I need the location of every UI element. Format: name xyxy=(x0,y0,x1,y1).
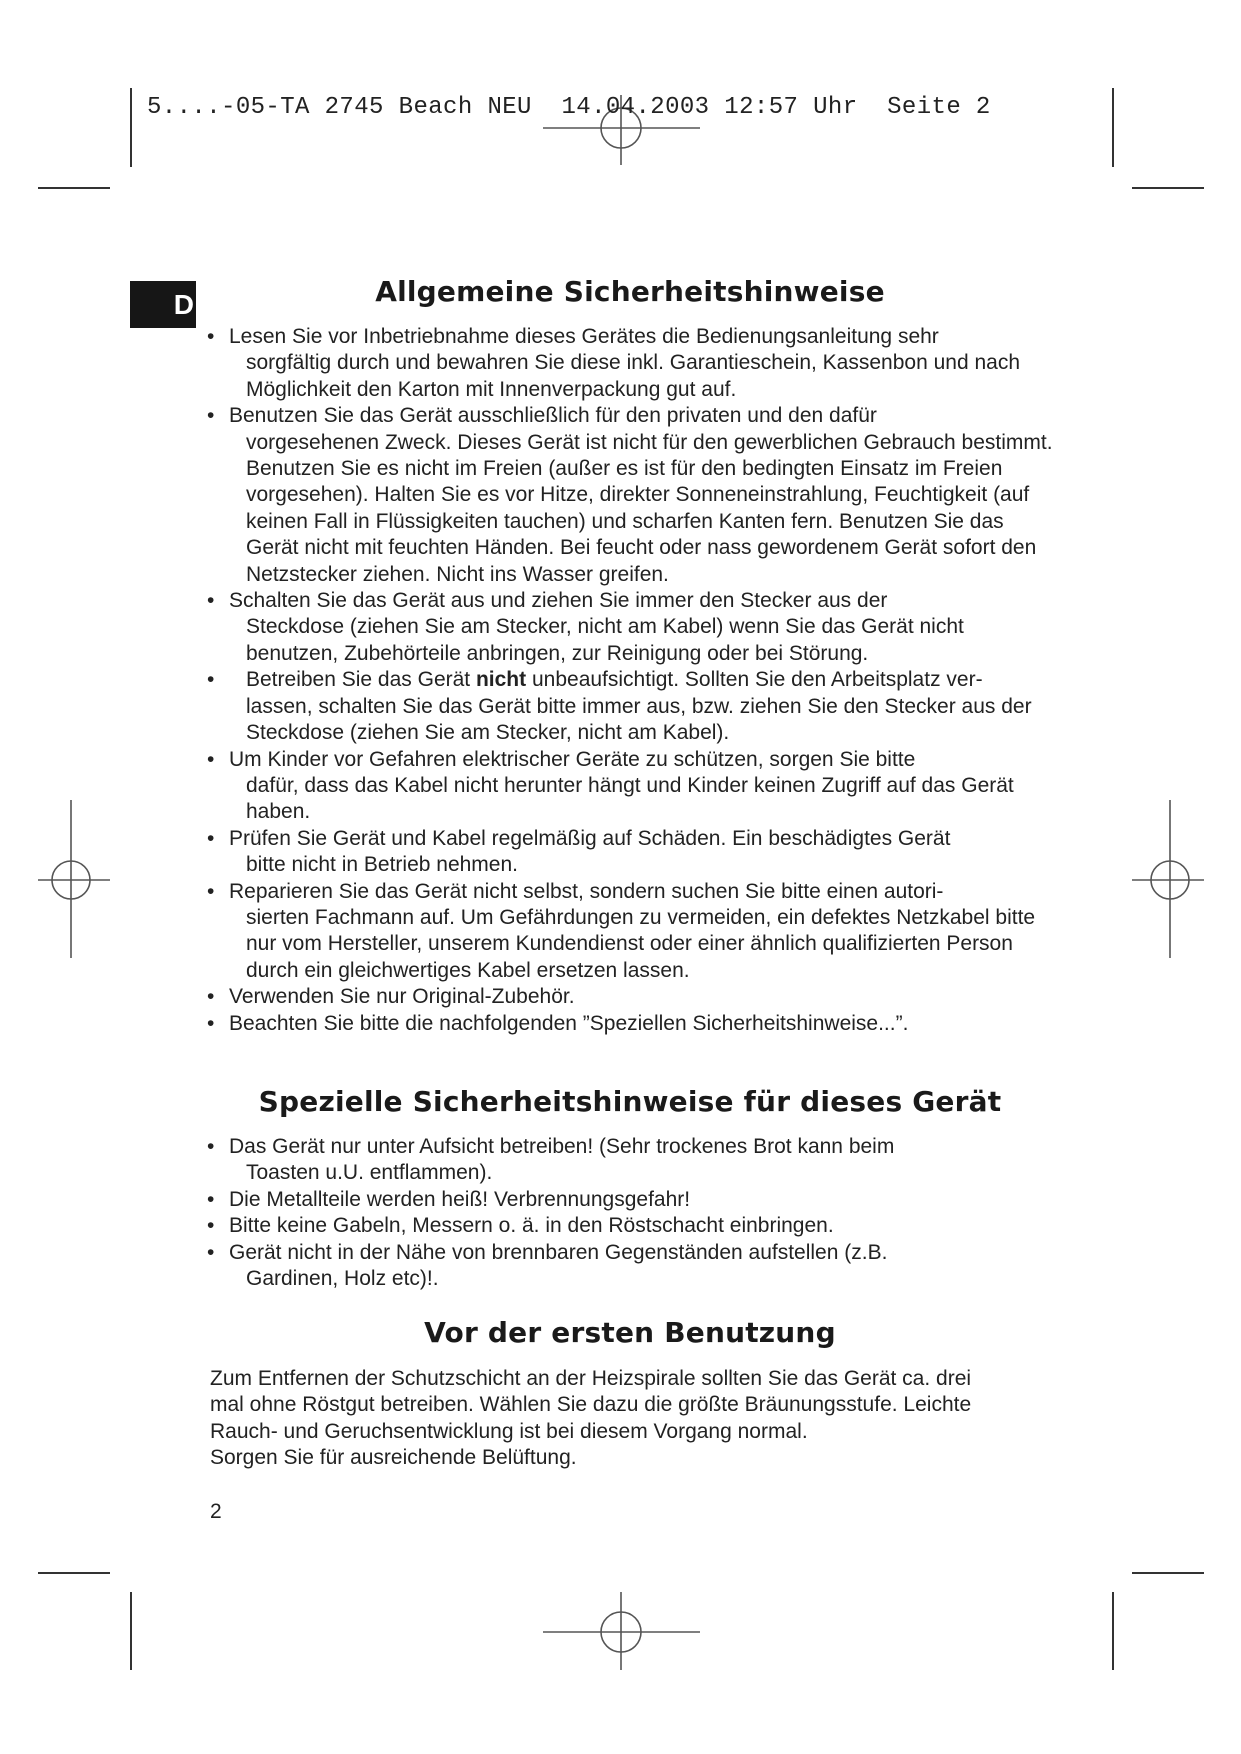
list-item-first-line: Prüfen Sie Gerät und Kabel regelmäßig auf Schäden. Ein beschädigtes Gerät xyxy=(229,826,951,850)
list-item xyxy=(207,1011,1057,1037)
list-item xyxy=(207,403,1057,588)
list-item xyxy=(207,747,1057,826)
list-item xyxy=(207,826,1057,879)
paragraph-line: Sorgen Sie für ausreichende Belüftung. xyxy=(210,1446,577,1470)
list-item xyxy=(207,1187,1057,1213)
section-title-first-use: Vor der ersten Benutzung xyxy=(424,1316,836,1349)
bullet: • xyxy=(207,985,215,1009)
bullet: • xyxy=(207,668,215,692)
bullet: • xyxy=(207,879,215,903)
paragraph-line: Zum Entfernen der Schutzschicht an der Heizspirale sollten Sie das Gerät ca. drei xyxy=(210,1367,972,1390)
list-item-first-line: Schalten Sie das Gerät aus und ziehen Sie immer den Stecker aus der xyxy=(229,589,888,613)
list-item xyxy=(207,1240,1057,1293)
list-item xyxy=(207,667,1057,746)
bullet: • xyxy=(207,1240,215,1264)
list-item xyxy=(207,879,1057,985)
list-item-rest: Toasten u.U. entflammen). xyxy=(246,1161,493,1185)
list-item-first-line: Gerät nicht in der Nähe von brennbaren Gegenständen aufstellen (z.B. xyxy=(229,1240,888,1264)
emphasis-nicht: nicht xyxy=(475,668,527,692)
page-number: 2 xyxy=(210,1500,222,1523)
bullet: • xyxy=(207,1214,215,1238)
bullet: • xyxy=(207,1011,215,1035)
section-title-special-safety: Spezielle Sicherheitshinweise für dieses Gerät xyxy=(258,1085,1002,1118)
text-run: unbeaufsichtigt. Sollten Sie den Arbeitsplatz ver- xyxy=(526,668,983,692)
bullet: • xyxy=(207,589,215,613)
list-item-first-line: Um Kinder vor Gefahren elektrischer Geräte zu schützen, sorgen Sie bitte xyxy=(229,747,916,771)
list-item xyxy=(207,588,1057,667)
registration-mark-right xyxy=(1132,800,1204,958)
list-item-first-line: Lesen Sie vor Inbetriebnahme dieses Gerätes die Bedienungsanleitung sehr xyxy=(229,325,939,348)
list-item-first-line: Die Metallteile werden heiß! Verbrennungsgefahr! xyxy=(229,1187,691,1211)
bullet: • xyxy=(207,826,215,850)
print-slug-line: 5....-05-TA 2745 Beach NEU 14.04.2003 12:57 Uhr Seite 2 xyxy=(147,94,991,121)
language-tab: D xyxy=(130,281,196,328)
list-item xyxy=(207,324,1057,403)
first-use-paragraph xyxy=(210,1366,1060,1472)
list-item-first-line: Das Gerät nur unter Aufsicht betreiben! (Sehr trockenes Brot kann beim xyxy=(229,1135,895,1158)
special-safety-list xyxy=(207,1134,1057,1292)
paragraph-line: Rauch- und Geruchsentwicklung ist bei diesem Vorgang normal. xyxy=(210,1419,808,1443)
registration-mark-left xyxy=(38,800,110,958)
list-item-rest: sorgfältig durch und bewahren Sie diese inkl. Garantieschein, Kassenbon und nach Möglichkeit den Karton mit Innenverpackung gut auf. xyxy=(246,351,1020,401)
list-item-rest: vorgesehenen Zweck. Dieses Gerät ist nicht für den gewerblichen Gebrauch bestimmt. Benutzen Sie es nicht im Freien (außer es ist für den bedingten Einsatz im Freien vorgesehen). Halten Sie es vor Hitze, direkter Sonneneinstrahlung, Feuchtigkeit (auf keinen Fall in Flüssigkeiten tauchen) und scharfen Kanten fern. Benutzen Sie das Gerät nicht mit feuchten Händen. Bei feucht oder nass gewordenem Gerät sofort den Netzstecker ziehen. Nicht ins Wasser greifen. xyxy=(246,430,1053,586)
list-item-rest: bitte nicht in Betrieb nehmen. xyxy=(246,853,518,877)
section-title-general-safety: Allgemeine Sicherheitshinweise xyxy=(375,275,885,308)
list-item-first-line: Reparieren Sie das Gerät nicht selbst, sondern suchen Sie bitte einen autori- xyxy=(229,879,944,903)
list-item xyxy=(207,1134,1057,1187)
bullet: • xyxy=(207,325,215,348)
list-item-first-line xyxy=(246,668,983,691)
general-safety-list xyxy=(207,324,1057,1037)
list-item-first-line: Beachten Sie bitte die nachfolgenden ”Speziellen Sicherheitshinweise...”. xyxy=(229,1011,909,1035)
bullet: • xyxy=(207,404,215,428)
list-item xyxy=(207,984,1057,1010)
bullet: • xyxy=(207,747,215,771)
bullet: • xyxy=(207,1135,215,1158)
registration-mark-bottom xyxy=(543,1592,700,1670)
list-item-rest: Steckdose (ziehen Sie am Stecker, nicht am Kabel) wenn Sie das Gerät nicht benutzen, Zubehörteile anbringen, zur Reinigung oder bei Störung. xyxy=(246,615,964,665)
bullet: • xyxy=(207,1187,215,1211)
text-run: Betreiben Sie das Gerät xyxy=(246,668,476,692)
list-item-rest: sierten Fachmann auf. Um Gefährdungen zu vermeiden, ein defektes Netzkabel bitte nur vom Hersteller, unserem Kundendienst oder einer ähnlich qualifizierten Person durch ein gleichwertiges Kabel ersetzen lassen. xyxy=(246,905,1036,982)
list-item xyxy=(207,1213,1057,1239)
list-item-rest: lassen, schalten Sie das Gerät bitte immer aus, bzw. ziehen Sie den Stecker aus der Steckdose (ziehen Sie am Stecker, nicht am Kabel). xyxy=(246,694,1032,745)
list-item-rest: dafür, dass das Kabel nicht herunter hängt und Kinder keinen Zugriff auf das Gerät haben. xyxy=(246,773,1014,824)
paragraph-line: mal ohne Röstgut betreiben. Wählen Sie dazu die größte Bräunungsstufe. Leichte xyxy=(210,1393,972,1417)
list-item-first-line: Bitte keine Gabeln, Messern o. ä. in den Röstschacht einbringen. xyxy=(229,1214,834,1238)
list-item-first-line: Benutzen Sie das Gerät ausschließlich für den privaten und den dafür xyxy=(229,404,877,428)
list-item-rest: Gardinen, Holz etc)!. xyxy=(246,1267,439,1291)
list-item-first-line: Verwenden Sie nur Original-Zubehör. xyxy=(229,985,575,1009)
